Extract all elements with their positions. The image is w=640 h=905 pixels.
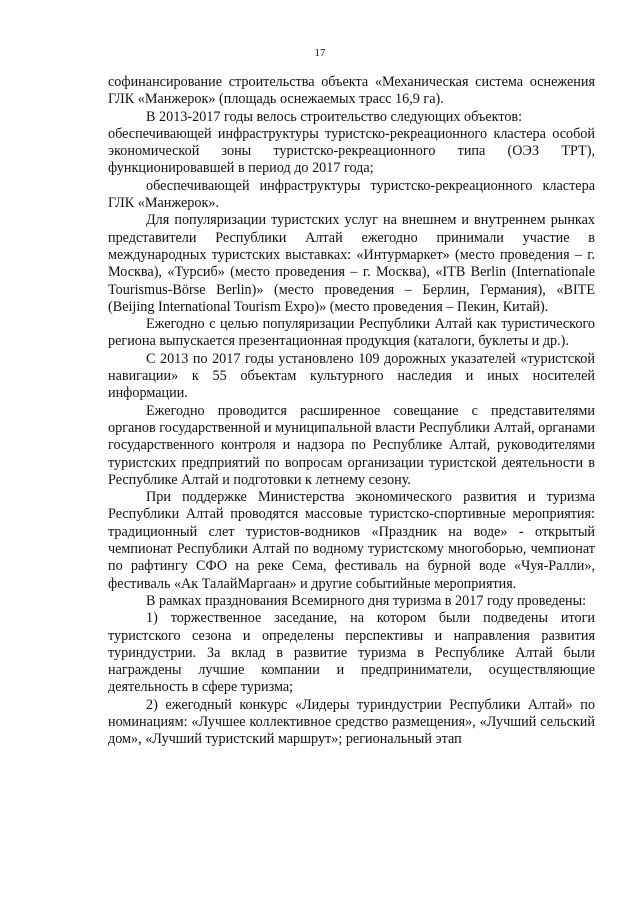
- paragraph-exhibitions: Для популяризации туристских услуг на внешнем и внутреннем рынках представители Республики Алтай ежегодно принимали участие в международных туристских выставках: «Интурмаркет» (место проведения – г. Москва), «Турсиб» (место проведения – г. Москва), «ITB Berlin (Internationale Tourismus-Börse Berlin)» (место проведения – Берлин, Германия), «BITE (Beijing International Tourism Expo)» (место проведения – Пекин, Китай).: [108, 212, 595, 315]
- page-number: 17: [314, 47, 326, 59]
- paragraph-manzherok-infrastructure: обеспечивающей инфраструктуры туристско-рекреационного кластера ГЛК «Манжерок».: [108, 177, 595, 212]
- paragraph-cofinancing: софинансирование строительства объекта «Механическая система оснежения ГЛК «Манжерок» (площадь оснежаемых трасс 16,9 га).: [108, 74, 595, 108]
- paragraph-ceremony: 1) торжественное заседание, на котором были подведены итоги туристского сезона и определены перспективы и направления развития туриндустрии. За вклад в развитие туризма в Республике Алтай были награждены лучшие компании и предприниматели, осуществляющие деятельность в сфере туризма;: [108, 610, 595, 696]
- paragraph-oez-infrastructure: обеспечивающей инфраструктуры туристско-рекреационного кластера особой экономической зоны туристско-рекреационного типа (ОЭЗ ТРТ), функционировавшей в период до 2017 года;: [108, 125, 595, 177]
- paragraph-construction-intro: В 2013-2017 годы велось строительство следующих объектов:: [146, 108, 523, 125]
- paragraph-leaders-contest: 2) ежегодный конкурс «Лидеры туриндустрии Республики Алтай» по номинациям: «Лучшее коллективное средство размещения», «Лучший сельский дом», «Лучший туристский маршрут»; региональный этап: [108, 696, 595, 748]
- paragraph-sport-events: При поддержке Министерства экономического развития и туризма Республики Алтай проводятся массовые туристско-спортивные мероприятия: традиционный слет туристов-водников «Праздник на воде» - открытый чемпионат Республики Алтай по водному туристскому многоборью, чемпионат по рафтингу СФО на реке Сема, фестиваль на бурной воде «Чуя-Ралли», фестиваль «Ак ТалайМаргаан» и другие событийные мероприятия.: [108, 489, 595, 592]
- paragraph-tourism-day: В рамках празднования Всемирного дня туризма в 2017 году проведены:: [146, 592, 587, 609]
- body-text: [108, 74, 595, 749]
- paragraph-road-signs: С 2013 по 2017 годы установлено 109 дорожных указателей «туристской навигации» к 55 объектам культурного наследия и иных носителей информации.: [108, 350, 595, 402]
- paragraph-promo-products: Ежегодно с целью популяризации Республики Алтай как туристического региона выпускается презентационная продукция (каталоги, буклеты и др.).: [108, 316, 595, 350]
- paragraph-annual-meeting: Ежегодно проводится расширенное совещание с представителями органов государственной и муниципальной власти Республики Алтай, органами государственного контроля и надзора по Республике Алтай, руководителями туристских предприятий по вопросам организации туристской деятельности в Республике Алтай и подготовки к летнему сезону.: [108, 402, 595, 488]
